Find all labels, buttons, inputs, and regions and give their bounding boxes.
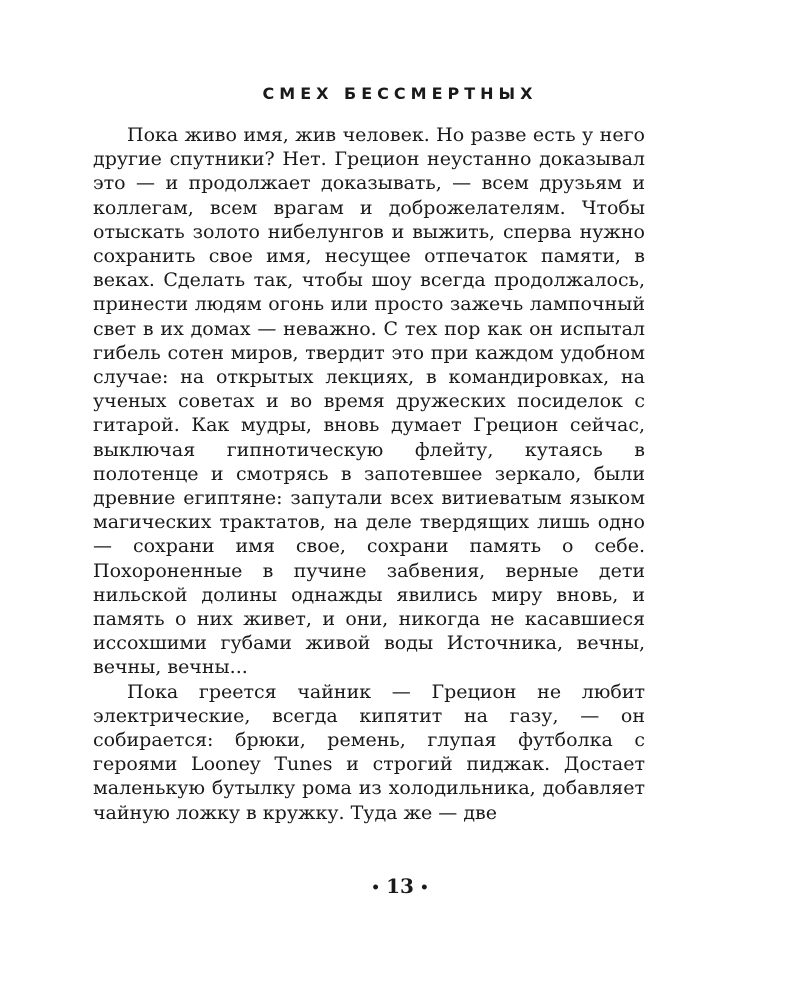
body-text [93, 123, 645, 825]
page-number-ornament-right: • [419, 879, 429, 896]
paragraph-1: Пока живо имя, жив человек. Но разве есть у него другие спутники? Нет. Грецион неустанно доказывал это — и продолжает доказывать, — всем друзьям и коллегам, всем врагам и доброжелателям. Чтобы отыскать золото нибелунгов и выжить, сперва нужно сохранить свое имя, несущее отпечаток памяти, в веках. Сделать так, чтобы шоу всегда продолжалось, принести людям огонь или просто зажечь лампочный свет в их домах — неважно. С тех пор как он испытал гибель сотен миров, твердит это при каждом удобном случае: на открытых лекциях, в командировках, на ученых советах и во время дружеских посиделок с гитарой. Как мудры, вновь думает Грецион сейчас, выключая гипнотическую флейту, кутаясь в полотенце и смотрясь в запотевшее зеркало, были древние египтяне: запутали всех витиеватым языком магических трактатов, на деле твердящих лишь одно — сохрани имя свое, сохрани память о себе. Похороненные в пучине забвения, верные дети нильской долины однажды явились миру вновь, и память о них живет, и они, никогда не касавшиеся иссохшими губами живой воды Источника, вечны, вечны, вечны... [93, 124, 645, 679]
paragraph-2: Пока греется чайник — Грецион не любит электрические, всегда кипятит на газу, — он собирается: брюки, ремень, глупая футболка с героями Looney Tunes и строгий пиджак. Достает маленькую бутылку рома из холодильника, добавляет чайную ложку в кружку. Туда же — две [93, 680, 645, 824]
page-number: 13 [386, 874, 414, 898]
running-head-title: СМЕХ БЕССМЕРТНЫХ [262, 84, 538, 103]
page-number-ornament-left: • [371, 879, 381, 896]
page-number-footer [0, 874, 800, 898]
